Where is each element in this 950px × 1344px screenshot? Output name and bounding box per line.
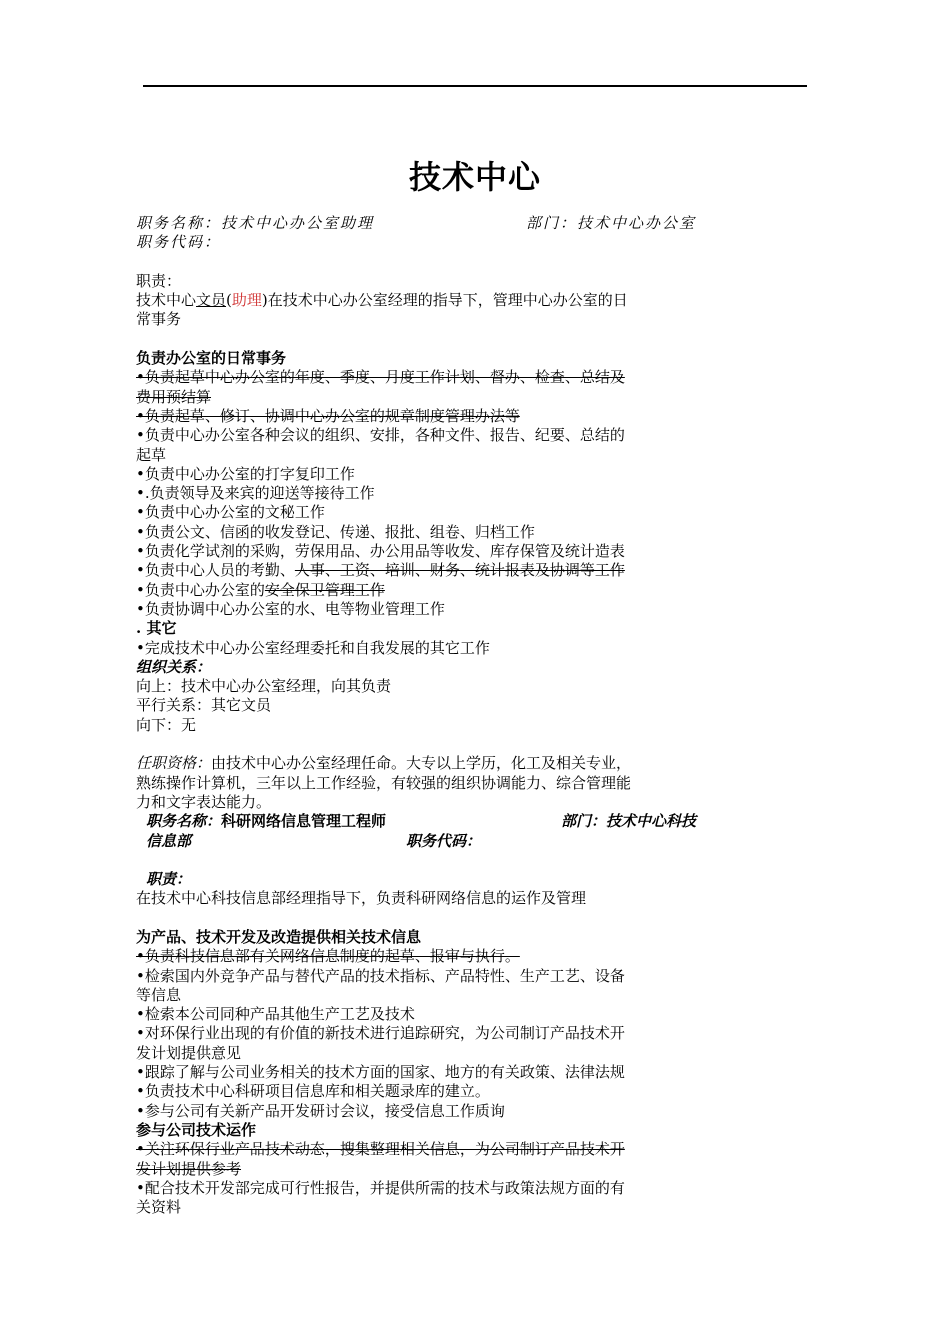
job1-qualification-cont: 熟练操作计算机，三年以上工作经验，有较强的组织协调能力、综合管理能 <box>136 773 632 792</box>
list-item: •负责中心办公室的打字复印工作 <box>136 464 355 483</box>
job1-org-label: 组织关系： <box>136 657 212 676</box>
job1-qualification-cont: 力和文字表达能力。 <box>136 792 272 811</box>
job1-header <box>136 214 696 233</box>
job1-section2-heading: . 其它 <box>136 619 177 638</box>
list-item: 费用预结算 <box>136 387 212 406</box>
job2-duty: 在技术中心科技信息部经理指导下，负责科研网络信息的运作及管理 <box>136 889 587 908</box>
job2-dept: 部门：技术中心科技 <box>560 812 696 831</box>
list-item: •负责中心办公室各种会议的组织、安排，各种文件、报告、纪要、总结的 <box>136 426 625 445</box>
list-item: 等信息 <box>136 985 182 1004</box>
list-item: •负责中心办公室的安全保卫管理工作 <box>136 580 385 599</box>
page-title: 技术中心 <box>408 158 541 196</box>
list-item: •负责协调中心办公室的水、电等物业管理工作 <box>136 599 445 618</box>
list-item: •检索国内外竞争产品与替代产品的技术指标、产品特性、生产工艺、设备 <box>136 966 625 985</box>
job2-section2-heading: 参与公司技术运作 <box>136 1120 257 1139</box>
list-item: •对环保行业出现的有价值的新技术进行追踪研究，为公司制订产品技术开 <box>136 1024 625 1043</box>
list-item: •.负责领导及来宾的迎送等接待工作 <box>136 484 375 503</box>
list-item: •负责中心办公室的文秘工作 <box>136 503 325 522</box>
list-item: •关注环保行业产品技术动态，搜集整理相关信息，为公司制订产品技术开 <box>136 1140 625 1159</box>
job2-name: 职务名称：科研网络信息管理工程师 <box>146 812 387 831</box>
job2-header <box>136 812 696 831</box>
job1-org-up: 向上：技术中心办公室经理，向其负责 <box>136 677 392 696</box>
list-item: •检索本公司同种产品其他生产工艺及技术 <box>136 1005 415 1024</box>
list-item: •完成技术中心办公室经理委托和自我发展的其它工作 <box>136 638 490 657</box>
job1-dept: 部门：技术中心办公室 <box>525 214 696 232</box>
job1-duty-cont: 常事务 <box>136 310 182 329</box>
list-item: •负责科技信息部有关网络信息制度的起草、报审与执行。 <box>136 947 520 966</box>
job1-duty-label: 职责： <box>136 271 182 290</box>
list-item: •负责公文、信函的收发登记、传递、报批、组卷、归档工作 <box>136 522 535 541</box>
list-item: •负责中心人员的考勤、人事、工资、培训、财务、统计报表及协调等工作 <box>136 561 625 580</box>
job1-section1-heading: 负责办公室的日常事务 <box>136 349 287 368</box>
assistant-highlight: 助理 <box>231 291 262 310</box>
job1-name: 职务名称：技术中心办公室助理 <box>136 214 375 232</box>
job2-header-cont: 信息部 职务代码： <box>146 831 482 850</box>
job1-code: 职务代码： <box>136 233 222 252</box>
job2-section1-heading: 为产品、技术开发及改造提供相关技术信息 <box>136 927 422 946</box>
job1-duty: 技术中心文员(助理)在技术中心办公室经理的指导下，管理中心办公室的日 <box>136 291 628 310</box>
list-item: •负责技术中心科研项目信息库和相关题录库的建立。 <box>136 1082 490 1101</box>
list-item: •负责起草中心办公室的年度、季度、月度工作计划、督办、检查、总结及 <box>136 368 625 387</box>
list-item: 发计划提供意见 <box>136 1043 242 1062</box>
list-item: •配合技术开发部完成可行性报告，并提供所需的技术与政策法规方面的有 <box>136 1178 625 1197</box>
job1-qualification: 任职资格：由技术中心办公室经理任命。大专以上学历，化工及相关专业， <box>136 754 632 773</box>
header-rule <box>143 85 807 87</box>
job1-org-down: 向下：无 <box>136 715 197 734</box>
list-item: •跟踪了解与公司业务相关的技术方面的国家、地方的有关政策、法律法规 <box>136 1063 625 1082</box>
job1-org-peer: 平行关系：其它文员 <box>136 696 272 715</box>
list-item: 起草 <box>136 445 167 464</box>
list-item: •负责起草、修订、协调中心办公室的规章制度管理办法等 <box>136 406 520 425</box>
list-item: 关资料 <box>136 1198 182 1217</box>
list-item: •参与公司有关新产品开发研讨会议，接受信息工作质询 <box>136 1101 505 1120</box>
document-body <box>136 214 696 1217</box>
list-item: 发计划提供参考 <box>136 1159 242 1178</box>
list-item: •负责化学试剂的采购，劳保用品、办公用品等收发、库存保管及统计造表 <box>136 542 625 561</box>
job2-duty-label: 职责： <box>146 870 192 889</box>
